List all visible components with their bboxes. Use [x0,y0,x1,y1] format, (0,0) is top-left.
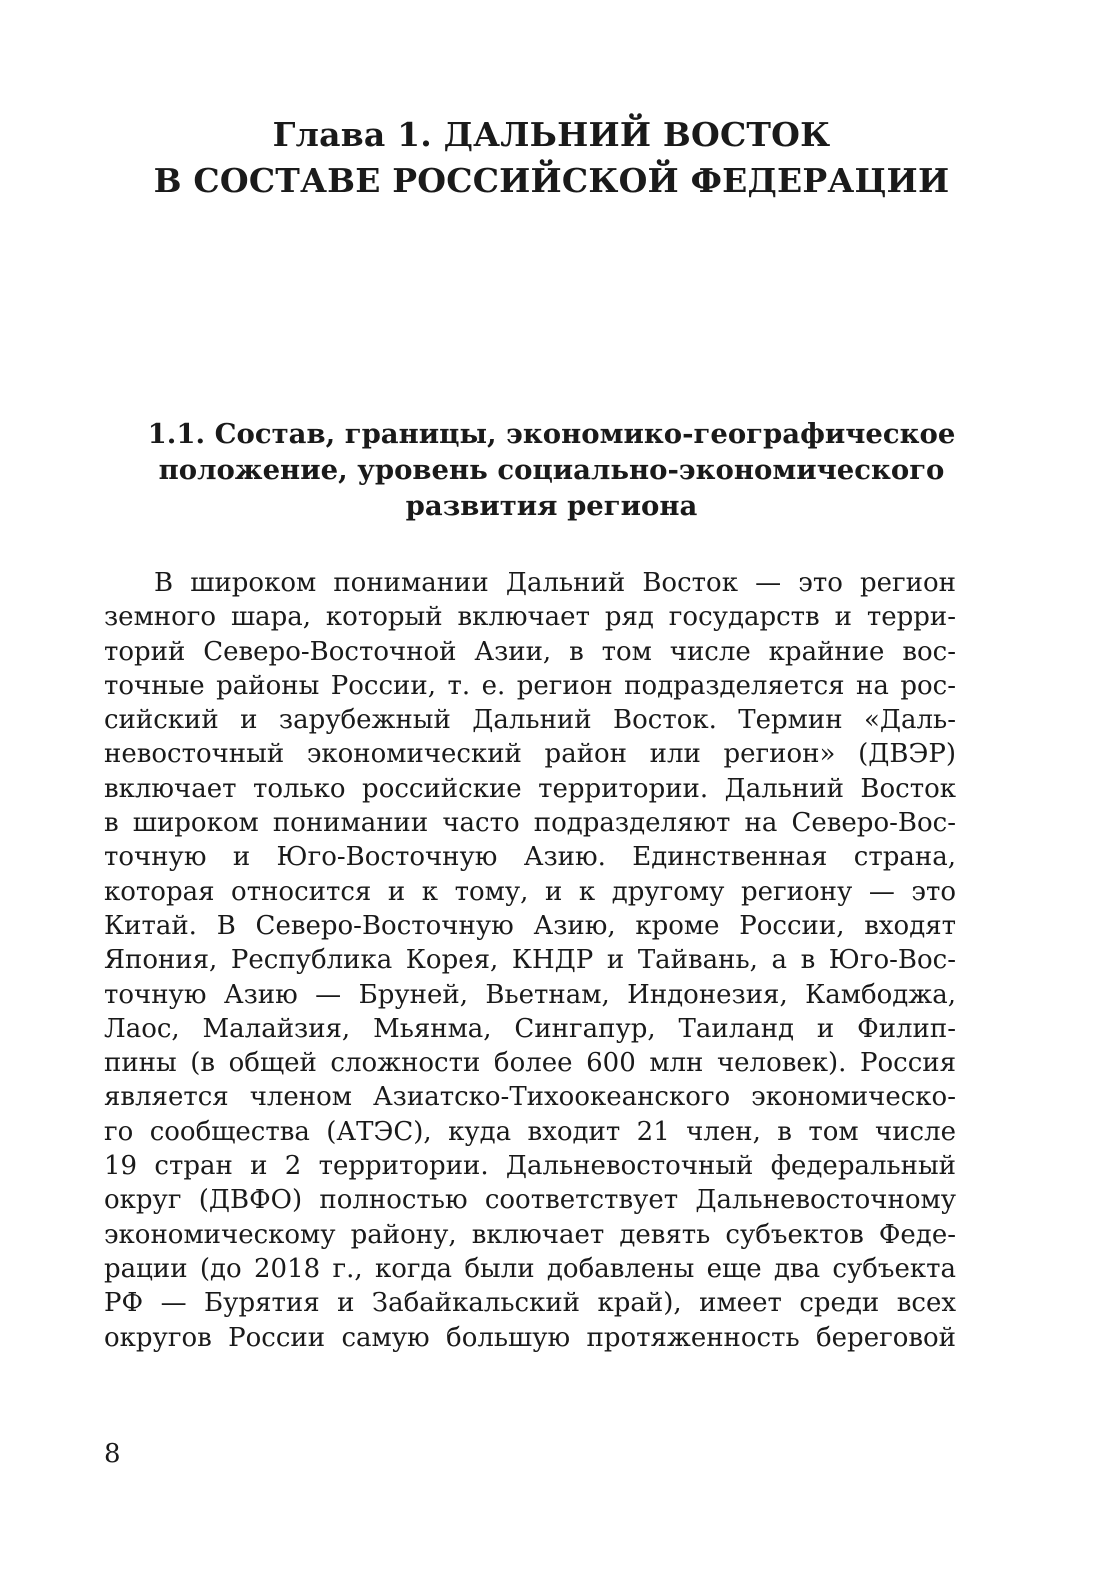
page-number: 8 [104,1439,121,1469]
text-line: РФ — Бурятия и Забайкальский край), имеет среди всех [104,1288,956,1319]
text-line: округов России самую большую протяженность береговой [104,1322,956,1353]
text-line: Лаос, Малайзия, Мьянма, Сингапур, Таиланд и Филип- [104,1013,956,1044]
text-line: невосточный экономический район или регион» (ДВЭР) [104,739,956,770]
section-title-line: развития региона [405,490,698,522]
text-line: го сообщества (АТЭС), куда входит 21 член, в том числе [104,1116,956,1147]
text-line: Китай. В Северо-Восточную Азию, кроме России, входят [104,910,956,941]
text-line: рации (до 2018 г., когда были добавлены еще два субъекта [104,1253,956,1284]
chapter-title [100,112,1003,204]
text-line: округ (ДВФО) полностью соответствует Дальневосточному [104,1185,956,1216]
section-title [100,416,1003,524]
text-line: пины (в общей сложности более 600 млн человек). Россия [104,1048,956,1079]
chapter-title-line: В СОСТАВЕ РОССИЙСКОЙ ФЕДЕРАЦИИ [153,161,950,200]
text-line: экономическому району, включает девять субъектов Феде- [104,1219,956,1250]
section-title-line: 1.1. Состав, границы, экономико-географическое [147,418,956,450]
text-line: включает только российские территории. Дальний Восток [104,773,956,804]
text-line: является членом Азиатско-Тихоокеанского экономическо- [104,1082,956,1113]
section-title-line: положение, уровень социально-экономического [158,454,945,486]
text-line: сийский и зарубежный Дальний Восток. Термин «Даль- [104,705,956,736]
chapter-title-line: Глава 1. ДАЛЬНИЙ ВОСТОК [272,115,831,154]
text-line: которая относится и к тому, и к другому региону — это [104,876,956,907]
text-line: в широком понимании часто подразделяют на Северо-Вос- [104,808,956,839]
text-line: точные районы России, т. е. регион подразделяется на рос- [104,670,956,701]
text-line: точную и Юго-Восточную Азию. Единственная страна, [104,842,956,873]
text-line: торий Северо-Восточной Азии, в том числе крайние вос- [104,636,956,667]
text-line: В широком понимании Дальний Восток — это регион [154,568,956,598]
body-paragraph [104,566,956,1355]
text-line: точную Азию — Бруней, Вьетнам, Индонезия, Камбоджа, [104,979,956,1010]
text-line: 19 стран и 2 территории. Дальневосточный федеральный [104,1151,956,1182]
text-line: земного шара, который включает ряд государств и терри- [104,602,956,633]
text-line: Япония, Республика Корея, КНДР и Тайвань, а в Юго-Вос- [104,945,956,976]
